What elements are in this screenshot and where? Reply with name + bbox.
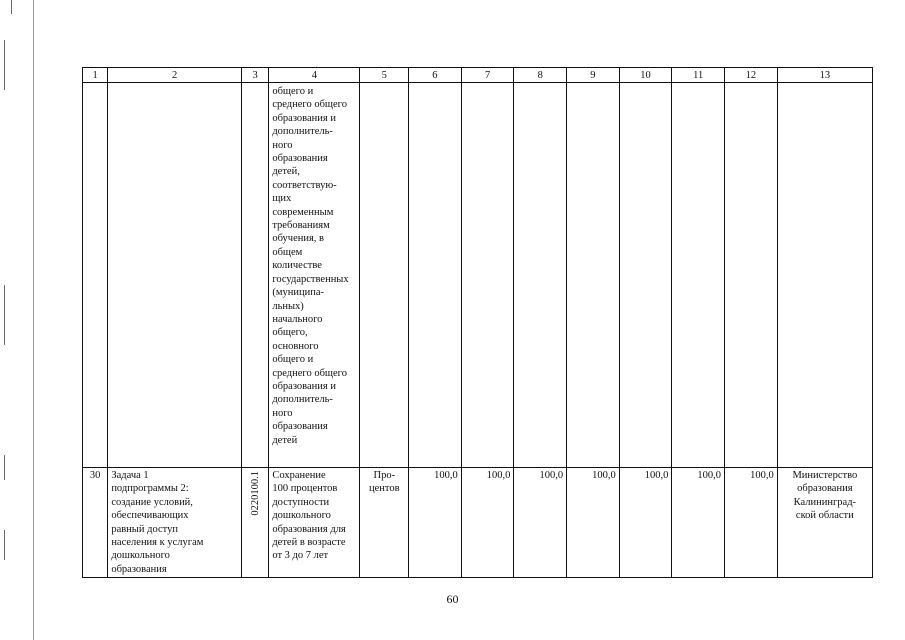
column-number-header: 9 — [567, 68, 620, 83]
table-cell — [108, 83, 242, 468]
value-cell: 100,0 — [725, 468, 778, 578]
indicator-text: Сохранение 100 процентов доступности дошкольного образования для детей в возрасте от 3 до 7 лет — [269, 468, 360, 578]
table-cell — [242, 83, 269, 468]
table-cell — [619, 83, 672, 468]
table-cell — [514, 83, 567, 468]
column-number-header: 8 — [514, 68, 567, 83]
row-number: 30 — [83, 468, 108, 578]
value-cell: 100,0 — [514, 468, 567, 578]
value-cell: 100,0 — [619, 468, 672, 578]
scan-edge-mark — [33, 0, 34, 640]
column-number-header: 6 — [409, 68, 462, 83]
task-description: Задача 1 подпрограммы 2: создание условий, обеспечивающих равный доступ населения к услугам дошкольного образования — [108, 468, 242, 578]
column-number-header: 1 — [83, 68, 108, 83]
scan-edge-mark — [4, 40, 5, 90]
responsible-executor: Министерство образования Калининград- ской области — [777, 468, 872, 578]
column-number-header: 11 — [672, 68, 725, 83]
table-cell — [360, 83, 409, 468]
scan-edge-mark — [4, 455, 5, 480]
column-number-header: 3 — [242, 68, 269, 83]
value-cell: 100,0 — [672, 468, 725, 578]
scan-edge-mark — [4, 530, 5, 560]
column-number-header: 12 — [725, 68, 778, 83]
value-cell: 100,0 — [567, 468, 620, 578]
indicator-text-continued: общего и среднего общего образования и дополнитель- ного образования детей, соответствую- щих современным требованиям обучения, в общем количестве государственных (муниципа- льных) начального общего, основного общего и среднего общего образования и дополнитель- ного образования детей — [269, 83, 360, 468]
unit-of-measure: Про- центов — [360, 468, 409, 578]
table-cell — [461, 83, 514, 468]
page-number: 60 — [446, 592, 459, 606]
scan-edge-mark — [11, 0, 12, 14]
table-cell — [777, 83, 872, 468]
column-number-header: 7 — [461, 68, 514, 83]
continuation-row — [83, 83, 873, 468]
table-cell — [672, 83, 725, 468]
table-cell — [409, 83, 462, 468]
code-cell — [242, 468, 269, 578]
indicator-table — [82, 67, 873, 578]
column-number-header-row — [83, 68, 873, 83]
column-number-header: 13 — [777, 68, 872, 83]
table-row — [83, 468, 873, 578]
table-cell — [725, 83, 778, 468]
budget-code: 0220100.1 — [249, 471, 261, 516]
table-cell — [567, 83, 620, 468]
column-number-header: 2 — [108, 68, 242, 83]
value-cell: 100,0 — [461, 468, 514, 578]
table-cell — [83, 83, 108, 468]
scan-edge-mark — [4, 285, 5, 345]
value-cell: 100,0 — [409, 468, 462, 578]
column-number-header: 10 — [619, 68, 672, 83]
column-number-header: 4 — [269, 68, 360, 83]
column-number-header: 5 — [360, 68, 409, 83]
